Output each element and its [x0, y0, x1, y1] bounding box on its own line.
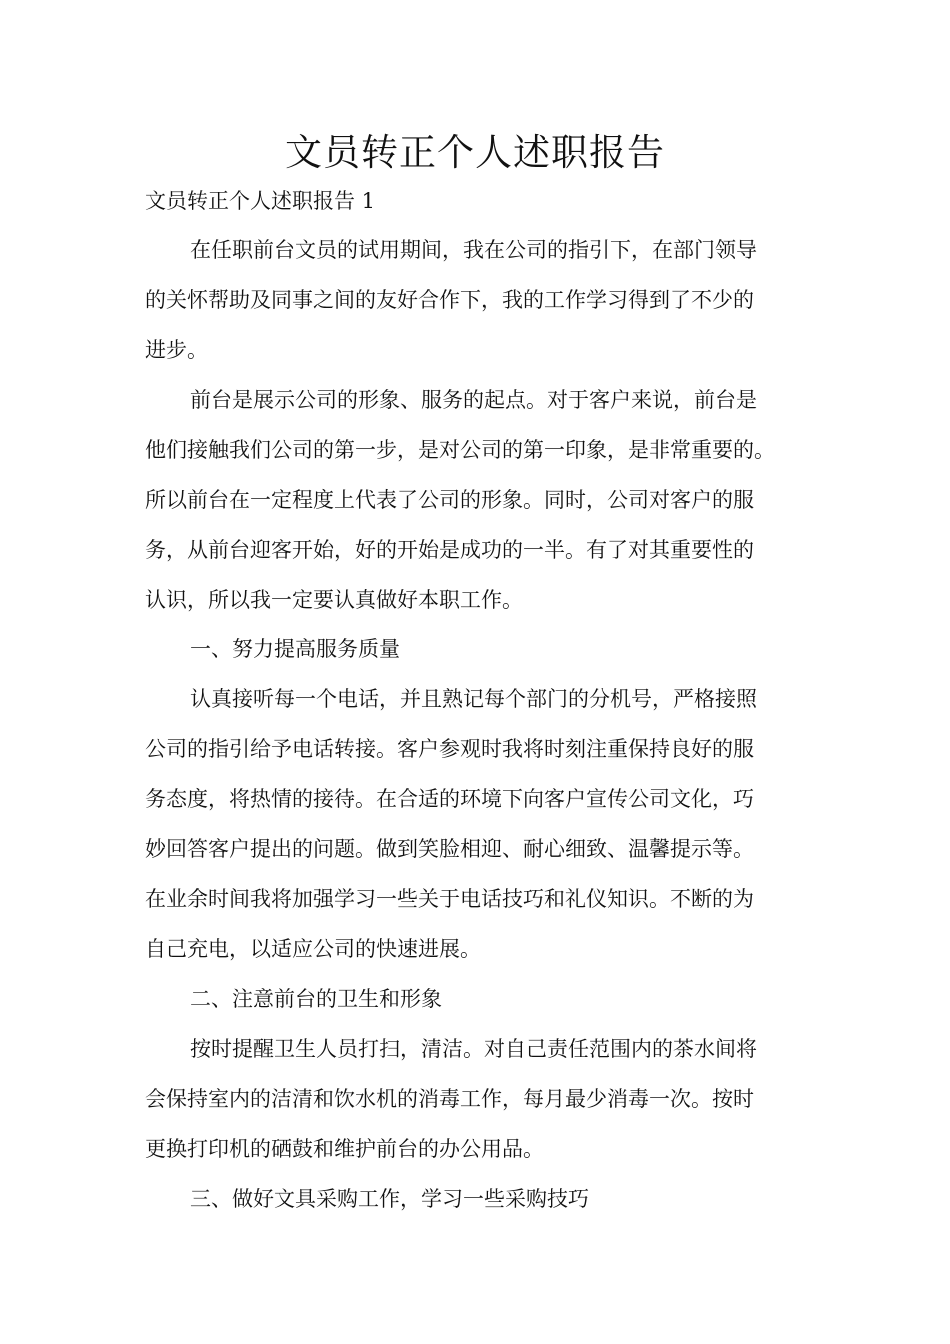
body-line: 的关怀帮助及同事之间的友好合作下，我的工作学习得到了不少的: [145, 288, 754, 312]
body-line: 更换打印机的硒鼓和维护前台的办公用品。: [145, 1137, 544, 1161]
body-line: 进步。: [145, 338, 208, 362]
section-heading: 一、努力提高服务质量: [190, 637, 400, 661]
body-line: 在业余时间我将加强学习一些关于电话技巧和礼仪知识。不断的为: [145, 887, 754, 911]
section-heading: 三、做好文具采购工作，学习一些采购技巧: [190, 1187, 589, 1211]
section-heading: 二、注意前台的卫生和形象: [190, 987, 442, 1011]
body-line: 在任职前台文员的试用期间，我在公司的指引下，在部门领导: [190, 238, 757, 262]
document-title: 文员转正个人述职报告: [285, 131, 665, 174]
body-line: 前台是展示公司的形象、服务的起点。对于客户来说，前台是: [190, 388, 757, 412]
body-line: 妙回答客户提出的问题。做到笑脸相迎、耐心细致、温馨提示等。: [145, 837, 754, 861]
body-line: 公司的指引给予电话转接。客户参观时我将时刻注重保持良好的服: [145, 737, 754, 761]
body-line: 务，从前台迎客开始，好的开始是成功的一半。有了对其重要性的: [145, 538, 754, 562]
body-line: 务态度，将热情的接待。在合适的环境下向客户宣传公司文化，巧: [145, 787, 754, 811]
body-line: 会保持室内的洁清和饮水机的消毒工作，每月最少消毒一次。按时: [145, 1087, 754, 1111]
body-line: 他们接触我们公司的第一步，是对公司的第一印象，是非常重要的。: [145, 438, 775, 462]
body-line: 所以前台在一定程度上代表了公司的形象。同时，公司对客户的服: [145, 488, 754, 512]
body-line: 认真接听每一个电话，并且熟记每个部门的分机号，严格接照: [190, 687, 757, 711]
body-line: 认识，所以我一定要认真做好本职工作。: [145, 588, 523, 612]
body-line: 自己充电，以适应公司的快速进展。: [145, 937, 481, 961]
body-line: 按时提醒卫生人员打扫，清洁。对自己责任范围内的茶水间将: [190, 1037, 757, 1061]
document-subtitle: 文员转正个人述职报告 1: [145, 189, 376, 213]
